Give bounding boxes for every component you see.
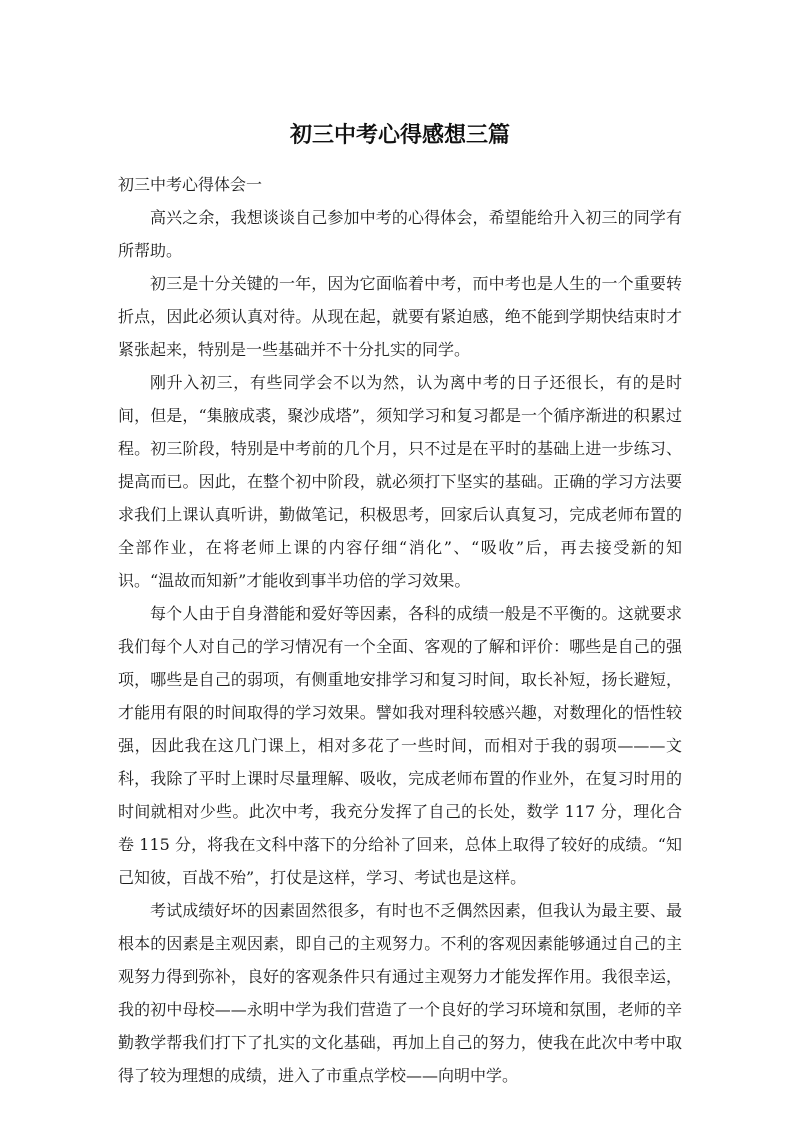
document-title: 初三中考心得感想三篇 — [289, 123, 510, 148]
paragraph-2: 初三是十分关键的一年，因为它面临着中考，而中考也是人生的一个重要转折点，因此必须认真对待。从现在起，就要有紧迫感，绝不能到学期快结束时才紧张起来，特别是一些基础并不十分扎实的同学。 — [118, 274, 682, 359]
section-subtitle: 初三中考心得体会一 — [118, 175, 263, 194]
paragraph-5: 考试成绩好坏的因素固然很多，有时也不乏偶然因素，但我认为最主要、最根本的因素是主观因素，即自己的主观努力。不利的客观因素能够通过自己的主观努力得到弥补，良好的客观条件只有通过主观努力才能发挥作用。我很幸运，我的初中母校——永明中学为我们营造了一个良好的学习环境和氛围，老师的辛勤教学帮我们打下了扎实的文化基础，再加上自己的努力，使我在此次中考中取得了较为理想的成绩，进入了市重点学校——向明中学。 — [118, 901, 682, 1085]
paragraph-1: 高兴之余，我想谈谈自己参加中考的心得体会，希望能给升入初三的同学有所帮助。 — [118, 208, 682, 260]
paragraph-3: 刚升入初三，有些同学会不以为然，认为离中考的日子还很长，有的是时间，但是，“集腋成裘，聚沙成塔”，须知学习和复习都是一个循序渐进的积累过程。初三阶段，特别是中考前的几个月，只不过是在平时的基础上进一步练习、提高而已。因此，在整个初中阶段，就必须打下坚实的基础。正确的学习方法要求我们上课认真听讲，勤做笔记，积极思考，回家后认真复习，完成老师布置的全部作业，在将老师上课的内容仔细“消化”、“吸收”后，再去接受新的知识。“温故而知新”才能收到事半功倍的学习效果。 — [118, 373, 682, 590]
paragraph-4: 每个人由于自身潜能和爱好等因素，各科的成绩一般是不平衡的。这就要求我们每个人对自己的学习情况有一个全面、客观的了解和评价：哪些是自己的强项，哪些是自己的弱项，有侧重地安排学习和复习时间，取长补短，扬长避短，才能用有限的时间取得的学习效果。譬如我对理科较感兴趣，对数理化的悟性较强，因此我在这几门课上，相对多花了一些时间，而相对于我的弱项———文科，我除了平时上课时尽量理解、吸收，完成老师布置的作业外，在复习时用的时间就相对少些。此次中考，我充分发挥了自己的长处，数学 117 分，理化合卷 115 分，将我在文科中落下的分给补了回来，总体上取得了较好的成绩。“知己知彼，百战不殆”，打仗是这样，学习、考试也是这样。 — [118, 604, 682, 887]
